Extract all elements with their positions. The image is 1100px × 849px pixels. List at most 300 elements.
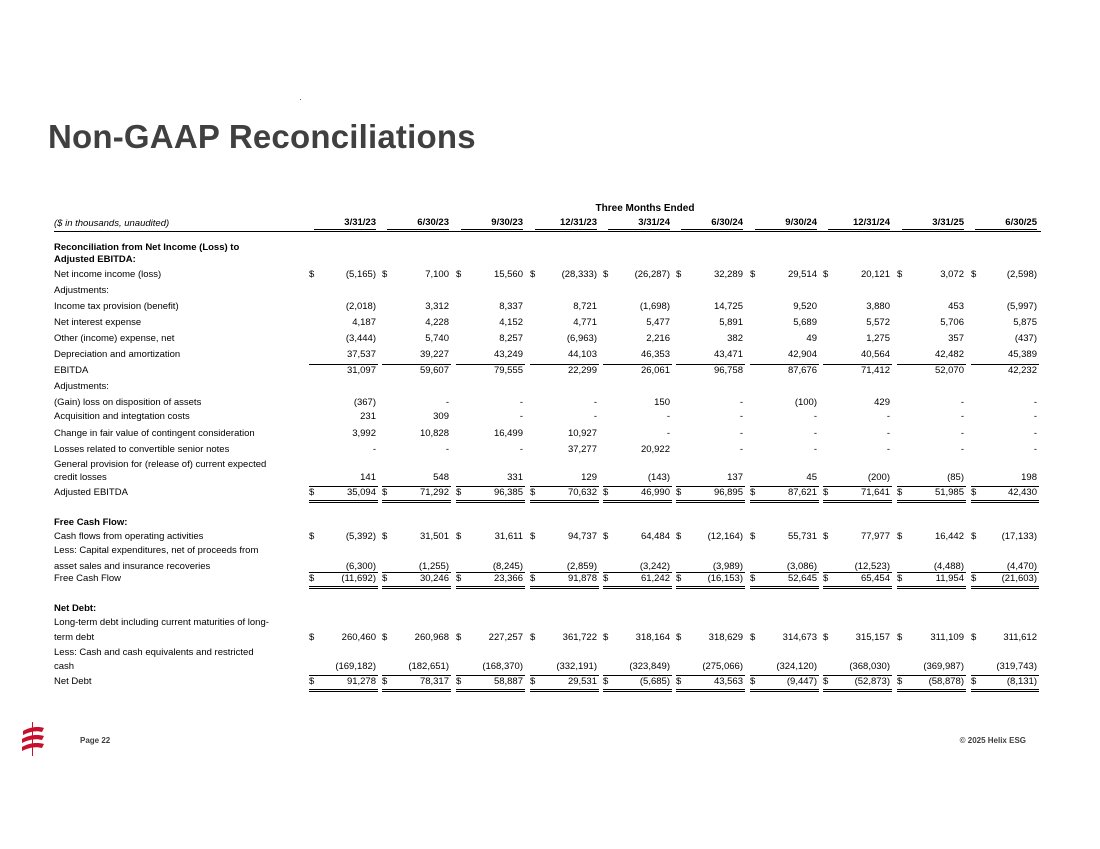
table-cell (309, 269, 376, 281)
cell-value: (6,963) (566, 333, 597, 344)
total-double-rule (382, 689, 451, 692)
subtotal-rule (309, 675, 378, 676)
row-label: Depreciation and amortization (54, 349, 181, 360)
total-double-rule (823, 586, 892, 589)
subtotal-rule (823, 572, 892, 573)
currency-symbol: $ (456, 676, 462, 687)
currency-symbol: $ (897, 487, 903, 498)
table-cell (750, 428, 817, 440)
table-cell (382, 365, 449, 377)
table-cell (750, 411, 817, 423)
currency-symbol: $ (676, 573, 682, 584)
currency-symbol: $ (897, 676, 903, 687)
currency-symbol: $ (750, 676, 756, 687)
currency-symbol: $ (530, 487, 536, 498)
cell-value: 5,875 (1013, 317, 1037, 328)
currency-symbol: $ (823, 573, 829, 584)
column-header: 12/31/24 (828, 217, 890, 230)
cell-value: 96,895 (713, 487, 743, 498)
table-cell (897, 632, 964, 644)
table-cell (603, 661, 670, 673)
currency-symbol: $ (971, 531, 977, 542)
cell-value: (3,242) (639, 561, 670, 572)
cell-value: 71,641 (860, 487, 890, 498)
table-cell (676, 573, 743, 585)
cell-value: 96,385 (493, 487, 523, 498)
decorative-dot (300, 99, 301, 100)
cell-value: 361,722 (562, 632, 597, 643)
total-double-rule (382, 586, 451, 589)
currency-symbol: $ (750, 573, 756, 584)
row-label: cash (54, 661, 75, 672)
table-cell (676, 632, 743, 644)
cell-value: (11,692) (341, 573, 376, 584)
subtotal-rule (309, 572, 378, 573)
cell-value: 318,164 (635, 632, 670, 643)
cell-value: - (593, 397, 597, 408)
table-cell (897, 397, 964, 409)
cell-value: (8,131) (1006, 676, 1037, 687)
table-cell (676, 411, 743, 423)
currency-symbol: $ (971, 573, 977, 584)
currency-symbol: $ (456, 487, 462, 498)
table-cell (603, 317, 670, 329)
table-cell (971, 411, 1037, 423)
cell-value: 42,904 (787, 349, 817, 360)
table-cell (971, 333, 1037, 345)
cell-value: 14,725 (713, 301, 743, 312)
company-logo (20, 722, 46, 761)
table-cell (530, 487, 597, 499)
table-cell (823, 349, 890, 361)
total-double-rule (676, 689, 745, 692)
subtotal-rule (603, 675, 672, 676)
row-label: Losses related to convertible senior notes (54, 444, 230, 455)
table-cell (750, 269, 817, 281)
cell-value: 87,621 (787, 487, 817, 498)
table-cell (530, 531, 597, 543)
cell-value: 8,257 (499, 333, 523, 344)
total-double-rule (676, 500, 745, 503)
cell-value: 49 (806, 333, 817, 344)
currency-symbol: $ (603, 487, 609, 498)
cell-value: 15,560 (493, 269, 523, 280)
table-cell (676, 269, 743, 281)
table-cell (750, 301, 817, 313)
table-cell (676, 531, 743, 543)
table-cell (603, 411, 670, 423)
table-cell (603, 573, 670, 585)
cell-value: 77,977 (860, 531, 890, 542)
table-cell (897, 411, 964, 423)
table-cell (971, 365, 1037, 377)
cell-value: 46,353 (640, 349, 670, 360)
cell-value: 315,157 (855, 632, 890, 643)
subtotal-rule (382, 675, 451, 676)
table-cell (530, 632, 597, 644)
cell-value: 45 (806, 472, 817, 483)
cell-value: - (960, 397, 964, 408)
cell-value: 227,257 (488, 632, 523, 643)
total-double-rule (676, 586, 745, 589)
cell-value: 96,758 (713, 365, 743, 376)
table-cell (897, 301, 964, 313)
subtotal-rule (971, 572, 1039, 573)
cell-value: - (739, 411, 743, 422)
table-cell (530, 269, 597, 281)
cell-value: 453 (948, 301, 964, 312)
cell-value: 94,737 (567, 531, 597, 542)
cell-value: 357 (948, 333, 964, 344)
row-label: Other (income) expense, net (54, 333, 175, 344)
cell-value: 3,072 (940, 269, 964, 280)
table-cell (971, 573, 1037, 585)
cell-value: (200) (867, 472, 890, 483)
table-cell (603, 444, 670, 456)
table-cell (456, 397, 523, 409)
subtotal-rule (750, 364, 819, 365)
cell-value: 9,520 (793, 301, 817, 312)
cell-value: - (886, 411, 890, 422)
table-cell (897, 531, 964, 543)
cell-value: 548 (433, 472, 449, 483)
table-cell (309, 573, 376, 585)
table-cell (382, 411, 449, 423)
table-cell (382, 531, 449, 543)
cell-value: (5,685) (639, 676, 670, 687)
row-label: Adjustments: (54, 381, 109, 392)
cell-value: (1,255) (418, 561, 449, 572)
table-cell (823, 428, 890, 440)
cell-value: 61,242 (640, 573, 670, 584)
subtotal-rule (309, 364, 378, 365)
subtotal-rule (603, 486, 672, 487)
total-double-rule (603, 586, 672, 589)
cell-value: 71,292 (419, 487, 449, 498)
table-cell (309, 333, 376, 345)
cell-value: - (1033, 397, 1037, 408)
cell-value: 5,689 (793, 317, 817, 328)
cell-value: - (1033, 444, 1037, 455)
table-cell (456, 365, 523, 377)
currency-symbol: $ (309, 573, 315, 584)
currency-symbol: $ (382, 676, 388, 687)
currency-symbol: $ (456, 531, 462, 542)
table-cell (456, 487, 523, 499)
cell-value: 198 (1021, 472, 1037, 483)
cell-value: 58,887 (493, 676, 523, 687)
table-cell (309, 632, 376, 644)
cell-value: - (519, 444, 523, 455)
cell-value: (5,997) (1006, 301, 1037, 312)
currency-symbol: $ (530, 269, 536, 280)
table-cell (823, 661, 890, 673)
currency-symbol: $ (309, 676, 315, 687)
total-double-rule (971, 586, 1039, 589)
table-cell (897, 573, 964, 585)
currency-symbol: $ (309, 632, 315, 643)
cell-value: (28,333) (561, 269, 597, 280)
cell-value: 40,564 (860, 349, 890, 360)
cell-value: (3,086) (786, 561, 817, 572)
column-header: 3/31/24 (608, 217, 670, 230)
total-double-rule (456, 586, 525, 589)
cell-value: - (519, 397, 523, 408)
currency-symbol: $ (897, 632, 903, 643)
row-label: General provision for (release of) current expected (54, 459, 267, 470)
currency-symbol: $ (823, 531, 829, 542)
total-double-rule (530, 500, 599, 503)
subtotal-rule (750, 572, 819, 573)
cell-value: (12,164) (707, 531, 743, 542)
table-cell (382, 661, 449, 673)
cell-value: 31,501 (419, 531, 449, 542)
currency-symbol: $ (530, 676, 536, 687)
cell-value: 32,289 (713, 269, 743, 280)
total-double-rule (897, 689, 966, 692)
table-cell (309, 661, 376, 673)
table-cell (676, 487, 743, 499)
table-cell (382, 301, 449, 313)
table-cell (676, 317, 743, 329)
cell-value: (168,370) (482, 661, 523, 672)
table-cell (676, 365, 743, 377)
subtotal-rule (382, 572, 451, 573)
currency-symbol: $ (750, 632, 756, 643)
cell-value: - (960, 428, 964, 439)
cell-value: 39,227 (419, 349, 449, 360)
column-header: 9/30/23 (461, 217, 523, 230)
helix-logo-icon (20, 722, 46, 756)
copyright: © 2025 Helix ESG (959, 736, 1026, 745)
cell-value: (367) (353, 397, 376, 408)
column-header: 3/31/23 (314, 217, 376, 230)
row-label: Acquisition and integtation costs (54, 411, 190, 422)
cell-value: (143) (647, 472, 670, 483)
currency-symbol: $ (456, 632, 462, 643)
table-cell (897, 472, 964, 484)
cell-value: 29,514 (787, 269, 817, 280)
currency-symbol: $ (530, 632, 536, 643)
cell-value: (9,447) (786, 676, 817, 687)
table-cell (382, 573, 449, 585)
cell-value: - (739, 444, 743, 455)
currency-symbol: $ (382, 573, 388, 584)
row-label: Net interest expense (54, 317, 142, 328)
subtotal-rule (676, 572, 745, 573)
row-label: Reconciliation from Net Income (Loss) to (54, 242, 240, 253)
row-label: Adjusted EBITDA: (54, 254, 136, 265)
table-cell (382, 676, 449, 688)
row-label: term debt (54, 632, 95, 643)
row-label: Net Debt: (54, 603, 97, 614)
table-cell (456, 333, 523, 345)
table-cell (603, 487, 670, 499)
cell-value: 20,922 (640, 444, 670, 455)
table-cell (382, 428, 449, 440)
cell-value: - (593, 411, 597, 422)
total-double-rule (530, 689, 599, 692)
subtotal-rule (603, 572, 672, 573)
table-cell (750, 365, 817, 377)
cell-value: (26,287) (634, 269, 670, 280)
total-double-rule (309, 500, 378, 503)
currency-symbol: $ (897, 573, 903, 584)
cell-value: 129 (581, 472, 597, 483)
cell-value: - (372, 444, 376, 455)
row-label: Less: Cash and cash equivalents and restricted (54, 647, 254, 658)
table-cell (309, 411, 376, 423)
currency-symbol: $ (530, 531, 536, 542)
cell-value: (85) (947, 472, 964, 483)
table-cell (823, 487, 890, 499)
currency-symbol: $ (456, 269, 462, 280)
row-label: Adjusted EBITDA (54, 487, 128, 498)
cell-value: 43,471 (713, 349, 743, 360)
cell-value: 52,070 (934, 365, 964, 376)
cell-value: 429 (874, 397, 890, 408)
row-label: credit losses (54, 472, 107, 483)
subtotal-rule (530, 675, 599, 676)
column-header: 6/30/23 (387, 217, 449, 230)
cell-value: 10,927 (567, 428, 597, 439)
table-cell (530, 333, 597, 345)
subtotal-rule (897, 572, 966, 573)
cell-value: 37,537 (346, 349, 376, 360)
table-cell (897, 444, 964, 456)
currency-symbol: $ (971, 269, 977, 280)
table-cell (382, 269, 449, 281)
cell-value: 26,061 (640, 365, 670, 376)
cell-value: 141 (360, 472, 376, 483)
table-cell (823, 531, 890, 543)
subtotal-rule (530, 364, 599, 365)
table-cell (382, 632, 449, 644)
total-double-rule (971, 500, 1039, 503)
currency-symbol: $ (382, 632, 388, 643)
subtotal-rule (456, 486, 525, 487)
cell-value: 42,482 (934, 349, 964, 360)
cell-value: (3,444) (345, 333, 376, 344)
cell-value: (17,133) (1001, 531, 1037, 542)
period-group-header: Three Months Ended (595, 203, 695, 214)
cell-value: 311,109 (930, 632, 964, 643)
subtotal-rule (309, 486, 378, 487)
cell-value: 30,246 (419, 573, 449, 584)
cell-value: 64,484 (640, 531, 670, 542)
table-cell (309, 317, 376, 329)
cell-value: (182,651) (408, 661, 449, 672)
total-double-rule (823, 689, 892, 692)
table-cell (971, 301, 1037, 313)
cell-value: (368,030) (849, 661, 890, 672)
subtotal-rule (456, 675, 525, 676)
currency-symbol: $ (676, 676, 682, 687)
cell-value: (52,873) (854, 676, 890, 687)
cell-value: 91,278 (346, 676, 376, 687)
table-cell (676, 676, 743, 688)
total-double-rule (309, 689, 378, 692)
table-cell (750, 661, 817, 673)
subtotal-rule (971, 364, 1039, 365)
cell-value: - (960, 444, 964, 455)
cell-value: (4,488) (933, 561, 964, 572)
cell-value: (275,066) (702, 661, 743, 672)
table-cell (603, 472, 670, 484)
cell-value: 31,611 (494, 531, 523, 542)
table-cell (530, 365, 597, 377)
cell-value: 43,563 (713, 676, 743, 687)
cell-value: 71,412 (860, 365, 890, 376)
table-cell (897, 661, 964, 673)
cell-value: (8,245) (492, 561, 523, 572)
currency-symbol: $ (530, 573, 536, 584)
table-cell (897, 428, 964, 440)
currency-symbol: $ (823, 632, 829, 643)
currency-symbol: $ (676, 632, 682, 643)
cell-value: 137 (727, 472, 743, 483)
currency-symbol: $ (603, 632, 609, 643)
cell-value: (319,743) (996, 661, 1037, 672)
table-cell (676, 301, 743, 313)
cell-value: 2,216 (646, 333, 670, 344)
cell-value: (6,300) (345, 561, 376, 572)
cell-value: 1,275 (866, 333, 890, 344)
page-number: Page 22 (80, 736, 111, 745)
table-cell (971, 661, 1037, 673)
cell-value: (1,698) (639, 301, 670, 312)
table-cell (676, 333, 743, 345)
cell-value: (3,989) (712, 561, 743, 572)
table-cell (971, 444, 1037, 456)
cell-value: 4,771 (573, 317, 597, 328)
table-cell (603, 531, 670, 543)
column-header: 6/30/25 (975, 217, 1037, 230)
row-label: EBITDA (54, 365, 89, 376)
cell-value: 3,880 (866, 301, 890, 312)
total-double-rule (382, 500, 451, 503)
table-cell (750, 472, 817, 484)
column-header: 6/30/24 (681, 217, 743, 230)
row-label: Cash flows from operating activities (54, 531, 204, 542)
table-cell (971, 632, 1037, 644)
row-label: Long-term debt including current maturities of long- (54, 617, 269, 628)
table-cell (382, 472, 449, 484)
table-cell (309, 365, 376, 377)
subtotal-rule (823, 486, 892, 487)
cell-value: 43,249 (493, 349, 523, 360)
table-cell (456, 411, 523, 423)
subtotal-rule (971, 486, 1039, 487)
page-title: Non-GAAP Reconciliations (48, 118, 476, 155)
cell-value: 5,477 (646, 317, 670, 328)
subtotal-rule (823, 675, 892, 676)
table-cell (530, 676, 597, 688)
row-label: (Gain) loss on disposition of assets (54, 397, 202, 408)
table-cell (603, 428, 670, 440)
row-label: asset sales and insurance recoveries (54, 561, 211, 572)
cell-value: - (813, 411, 817, 422)
table-cell (823, 333, 890, 345)
total-double-rule (750, 586, 819, 589)
table-cell (456, 531, 523, 543)
total-double-rule (750, 500, 819, 503)
currency-symbol: $ (971, 487, 977, 498)
table-cell (676, 349, 743, 361)
table-cell (971, 428, 1037, 440)
table-cell (676, 661, 743, 673)
table-cell (676, 444, 743, 456)
